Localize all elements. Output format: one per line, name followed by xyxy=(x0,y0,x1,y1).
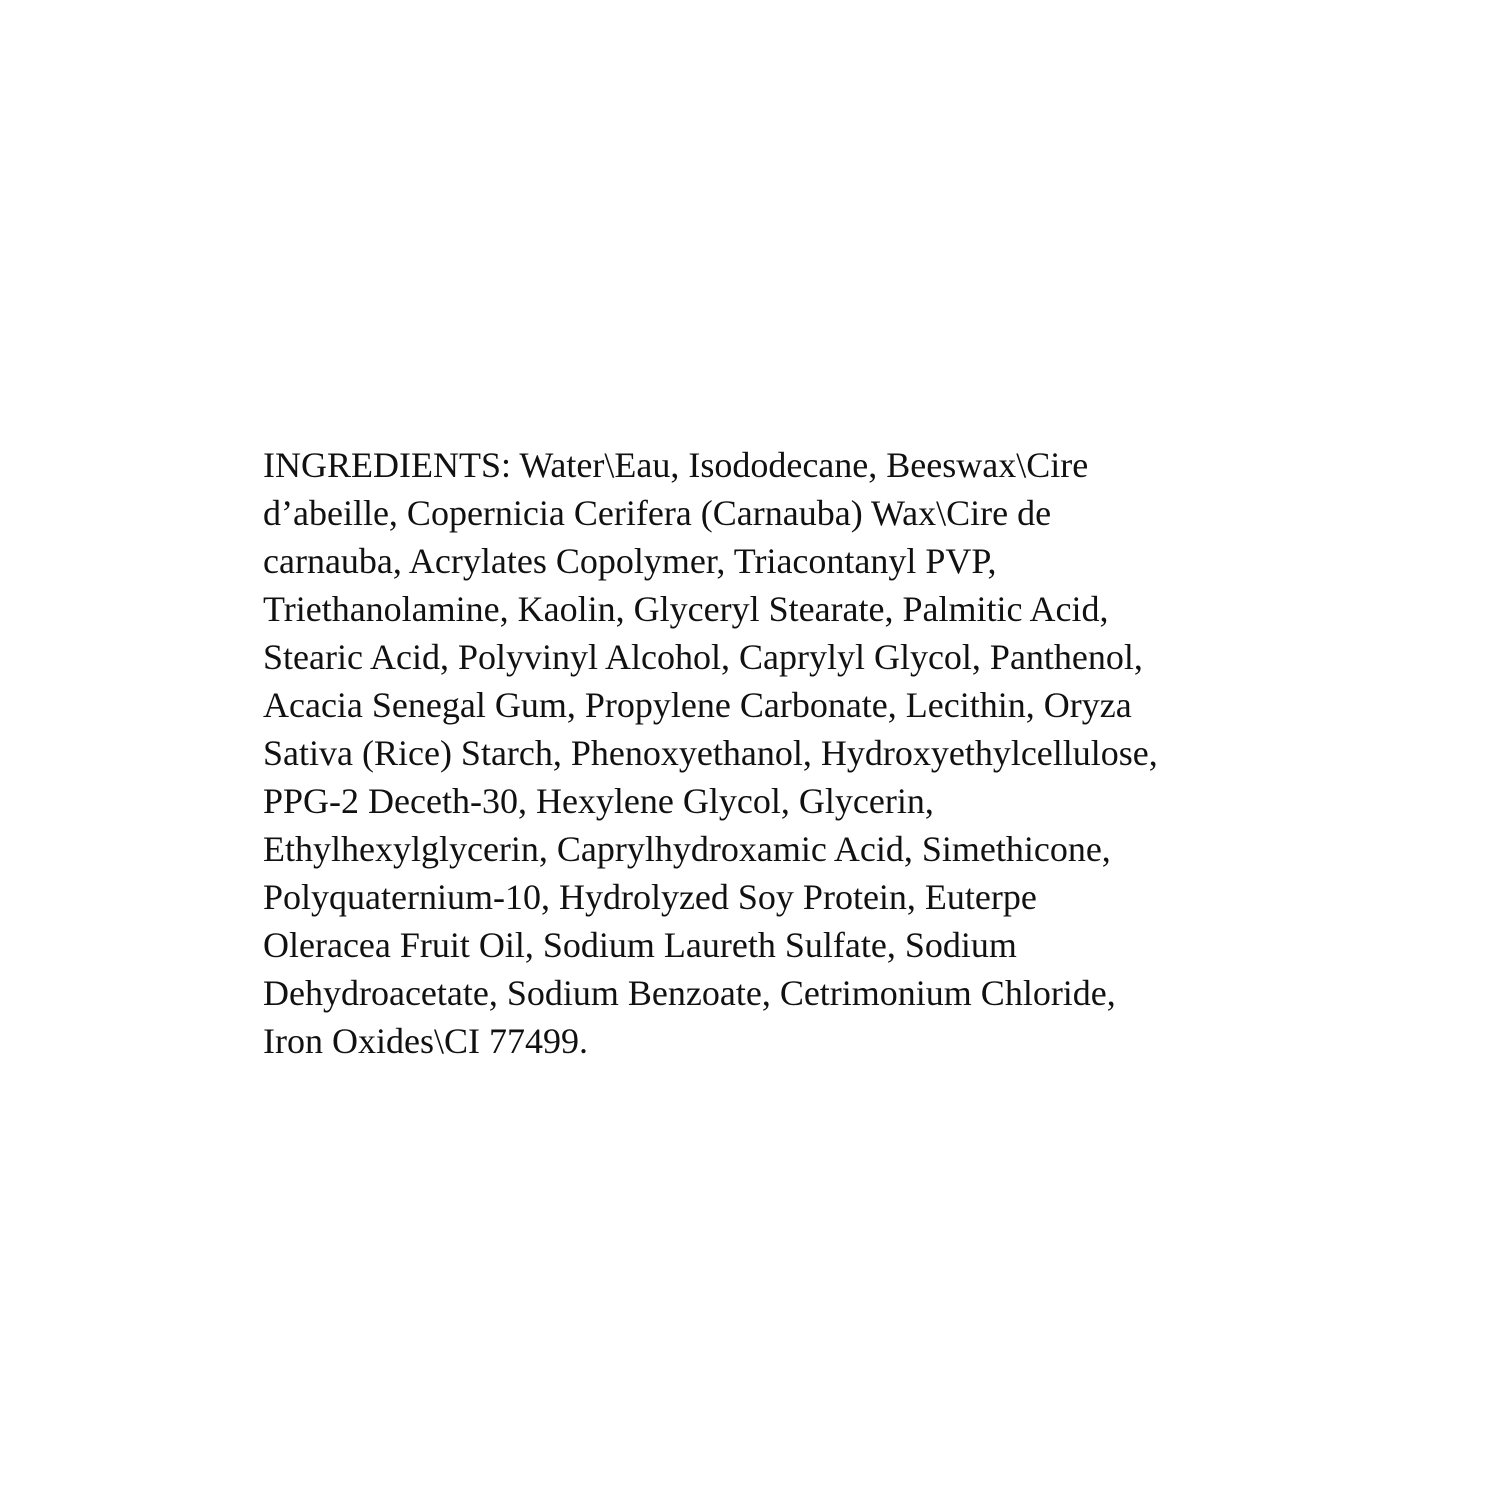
ingredients-line: Triethanolamine, Kaolin, Glyceryl Stearate, Palmitic Acid, xyxy=(263,589,1109,629)
ingredients-line: Oleracea Fruit Oil, Sodium Laureth Sulfate, Sodium xyxy=(263,925,1017,965)
ingredients-line: Ethylhexylglycerin, Caprylhydroxamic Acid, Simethicone, xyxy=(263,829,1111,869)
ingredients-line: Stearic Acid, Polyvinyl Alcohol, Caprylyl Glycol, Panthenol, xyxy=(263,637,1143,677)
ingredients-line: Sativa (Rice) Starch, Phenoxyethanol, Hydroxyethylcellulose, xyxy=(263,733,1158,773)
ingredients-line: d’abeille, Copernicia Cerifera (Carnauba) Wax\Cire de xyxy=(263,493,1052,533)
ingredients-line: PPG-2 Deceth-30, Hexylene Glycol, Glycerin, xyxy=(263,781,934,821)
ingredients-line: carnauba, Acrylates Copolymer, Triacontanyl PVP, xyxy=(263,541,997,581)
ingredients-list xyxy=(263,441,1263,1065)
ingredients-line: Acacia Senegal Gum, Propylene Carbonate, Lecithin, Oryza xyxy=(263,685,1132,725)
ingredients-line: Polyquaternium-10, Hydrolyzed Soy Protein, Euterpe xyxy=(263,877,1037,917)
ingredients-line: INGREDIENTS: Water\Eau, Isododecane, Beeswax\Cire xyxy=(263,445,1089,485)
ingredients-line: Dehydroacetate, Sodium Benzoate, Cetrimonium Chloride, xyxy=(263,973,1116,1013)
ingredients-line: Iron Oxides\CI 77499. xyxy=(263,1021,588,1061)
